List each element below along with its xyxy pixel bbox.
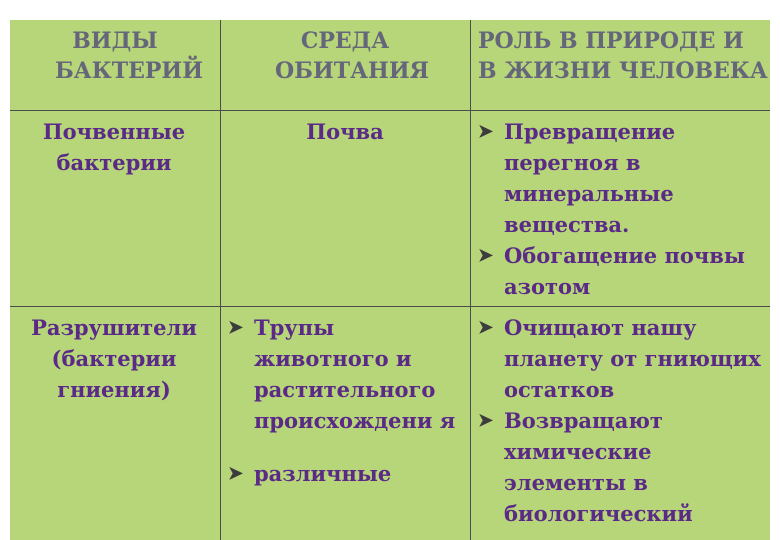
header-habitat: СРЕДА ОБИТАНИЯ bbox=[275, 28, 430, 84]
cell-soil-roles bbox=[478, 116, 768, 302]
header-role: РОЛЬ В ПРИРОДЕ И В ЖИЗНИ ЧЕЛОВЕКА bbox=[478, 28, 768, 84]
row-divider bbox=[10, 306, 770, 307]
cell-decomposers: Разрушители (бактерии гниения) bbox=[31, 315, 197, 402]
list-item bbox=[478, 405, 768, 529]
list-item-text: Возвращают химические элементы в биологический bbox=[504, 408, 693, 526]
list-item-text: Трупы животного и растительного происхождени я bbox=[254, 315, 456, 433]
header-bacteria-types: ВИДЫ БАКТЕРИЙ bbox=[55, 28, 203, 84]
row-divider bbox=[10, 110, 770, 111]
list-item bbox=[478, 240, 768, 302]
column-divider bbox=[220, 20, 221, 540]
list-item-text: Обогащение почвы азотом bbox=[504, 243, 745, 299]
chevron-right-icon: ➤ bbox=[228, 317, 244, 338]
cell-decomposers-habitat bbox=[228, 312, 460, 489]
list-item-text: различные bbox=[254, 461, 392, 486]
list-item-text: Очищают нашу планету от гниющих остатков bbox=[504, 315, 761, 402]
chevron-right-icon: ➤ bbox=[478, 317, 494, 338]
bacteria-table bbox=[10, 20, 770, 540]
list-item-text: Превращение перегноя в минеральные вещества. bbox=[504, 119, 676, 237]
cell-soil-bacteria: Почвенные бактерии bbox=[42, 119, 186, 175]
chevron-right-icon: ➤ bbox=[478, 410, 494, 431]
list-item bbox=[478, 312, 768, 405]
cell-soil-habitat: Почва bbox=[306, 119, 384, 144]
chevron-right-icon: ➤ bbox=[478, 121, 494, 142]
column-divider bbox=[470, 20, 471, 540]
list-item bbox=[228, 312, 460, 436]
list-item bbox=[478, 116, 768, 240]
list-item bbox=[228, 458, 460, 489]
chevron-right-icon: ➤ bbox=[228, 463, 244, 484]
cell-decomposers-roles bbox=[478, 312, 768, 529]
chevron-right-icon: ➤ bbox=[478, 245, 494, 266]
